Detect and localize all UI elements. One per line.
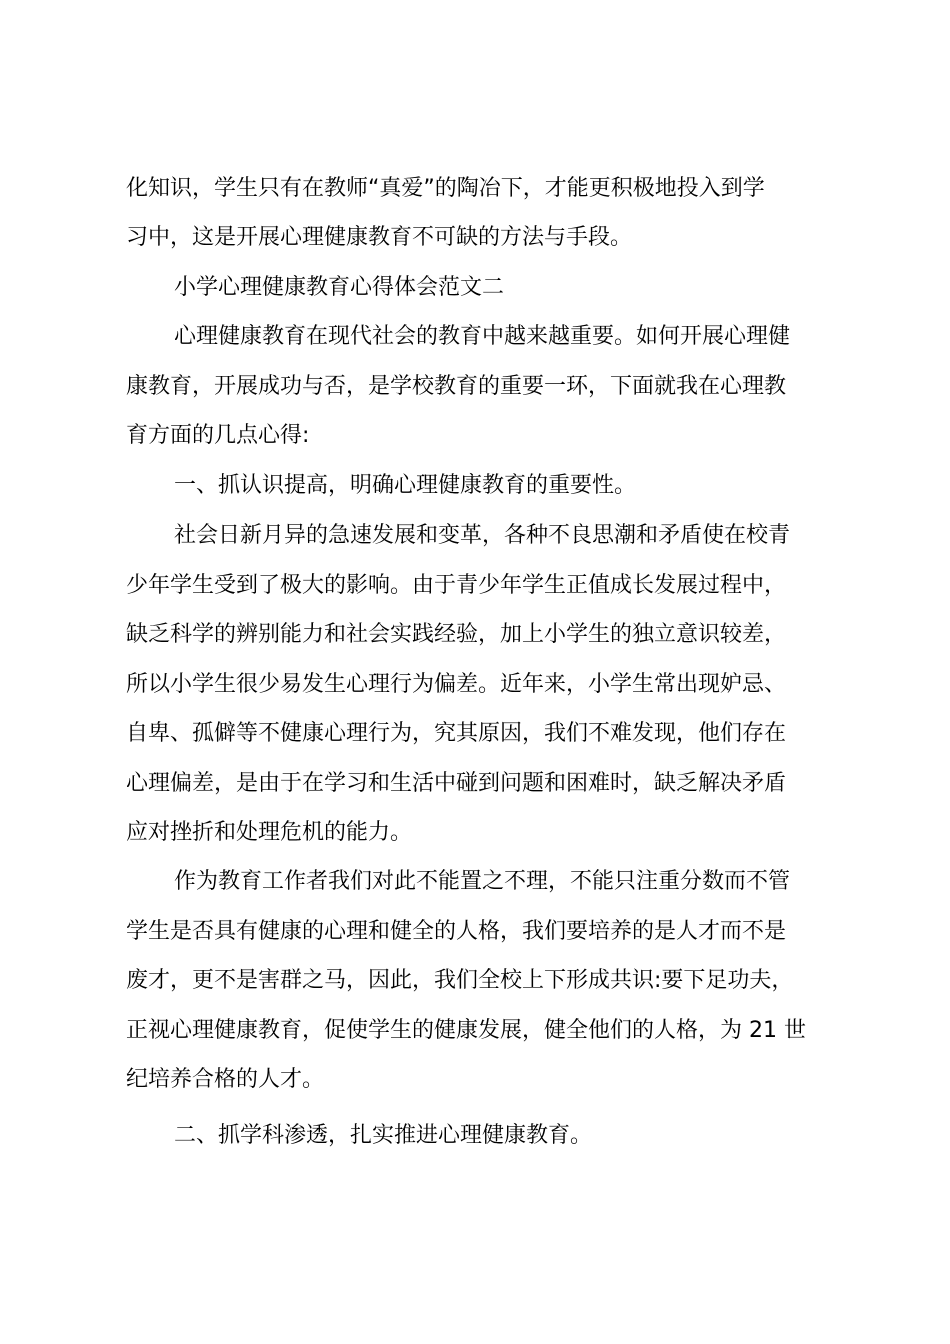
text-line: 废才，更不是害群之马，因此，我们全校上下形成共识:要下足功夫， (126, 968, 794, 993)
text-line: 正视心理健康教育，促使学生的健康发展，健全他们的人格，为 21 世 (126, 1018, 806, 1043)
text-line: 心理健康教育在现代社会的教育中越来越重要。如何开展心理健 (174, 324, 791, 349)
text-line: 少年学生受到了极大的影响。由于青少年学生正值成长发展过程中， (126, 573, 787, 598)
text-line: 应对挫折和处理危机的能力。 (126, 820, 413, 845)
text-line: 化知识，学生只有在教师“真爱”的陶冶下，才能更积极地投入到学 (126, 176, 765, 201)
text-line: 康教育，开展成功与否，是学校教育的重要一环，下面就我在心理教 (126, 374, 787, 399)
heading-two: 二、抓学科渗透，扎实推进心理健康教育。 (174, 1123, 593, 1148)
text-line: 自卑、孤僻等不健康心理行为，究其原因，我们不难发现，他们存在 (126, 721, 787, 746)
text-line: 纪培养合格的人才。 (126, 1067, 325, 1092)
text-line: 习中，这是开展心理健康教育不可缺的方法与手段。 (126, 225, 633, 250)
text-line: 育方面的几点心得: (126, 423, 310, 448)
section-title: 小学心理健康教育心得体会范文二 (174, 275, 505, 300)
heading-one: 一、抓认识提高，明确心理健康教育的重要性。 (174, 473, 637, 498)
text-line: 所以小学生很少易发生心理行为偏差。近年来，小学生常出现妒忌、 (126, 672, 787, 697)
text-line: 缺乏科学的辨别能力和社会实践经验，加上小学生的独立意识较差， (126, 622, 787, 647)
text-line: 社会日新月异的急速发展和变革，各种不良思潮和矛盾使在校青 (174, 523, 791, 548)
text-line: 学生是否具有健康的心理和健全的人格，我们要培养的是人才而不是 (126, 919, 787, 944)
text-line: 心理偏差，是由于在学习和生活中碰到问题和困难时，缺乏解决矛盾 (126, 771, 787, 796)
text-line: 作为教育工作者我们对此不能置之不理，不能只注重分数而不管 (174, 869, 791, 894)
